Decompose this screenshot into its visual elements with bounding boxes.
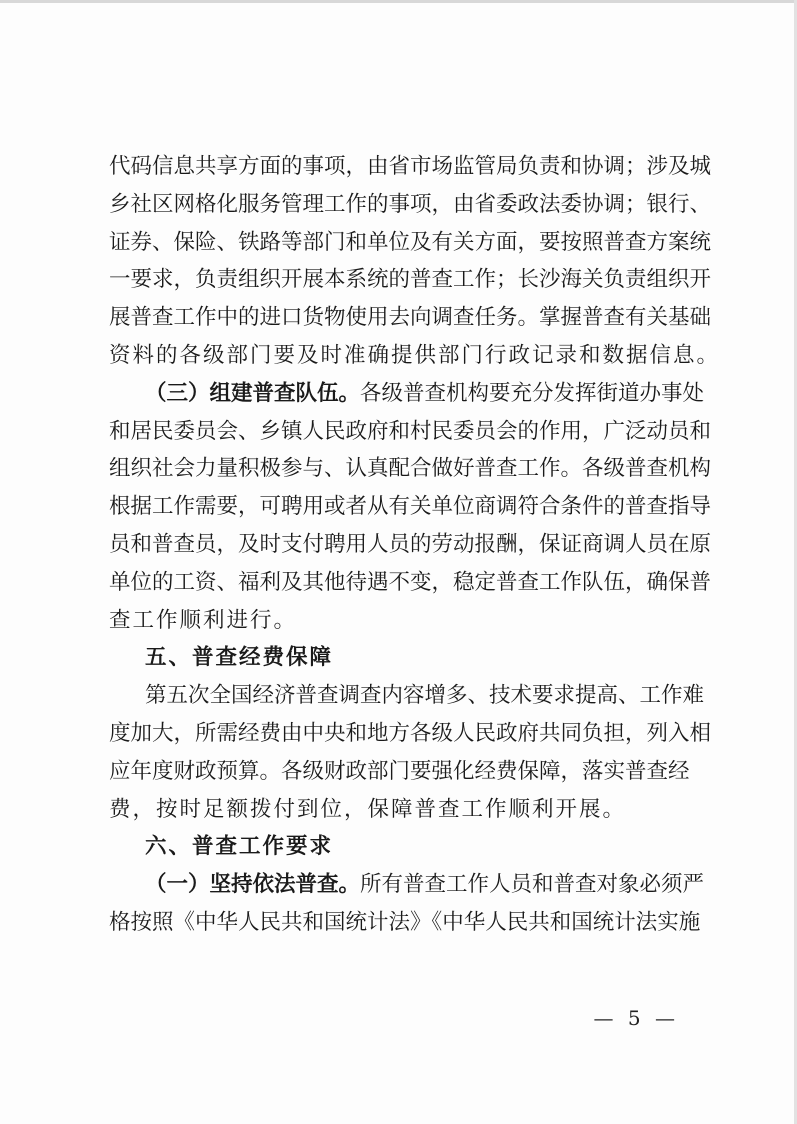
paragraph-line: 证券、保险、铁路等部门和单位及有关方面，要按照普查方案统 (109, 229, 712, 255)
paragraph-text: 各级普查机构要充分发挥街道办事处 (360, 380, 705, 406)
paragraph-line: 第五次全国经济普查调查内容增多、技术要求提高、工作难 (145, 683, 705, 709)
paragraph-first-line (109, 866, 705, 904)
paragraph-text: 所有普查工作人员和普查对象必须严 (360, 872, 705, 898)
paragraph-line: 和居民委员会、乡镇人民政府和村民委员会的作用，广泛动员和 (109, 418, 712, 444)
paragraph-line: 应年度财政预算。各级财政部门要强化经费保障，落实普查经 (109, 758, 690, 784)
paragraph-line: 展普查工作中的进口货物使用去向调查任务。掌握普查有关基础 (109, 305, 712, 331)
paragraph-lead: （一）坚持依法普查。 (145, 872, 361, 898)
paragraph-first-line (109, 375, 705, 413)
section-heading: 五、普查经费保障 (145, 645, 334, 671)
scan-edge-top (0, 0, 797, 3)
paragraph-line: 一要求，负责组织开展本系统的普查工作；长沙海关负责组织开 (109, 267, 712, 293)
paragraph-line: 格按照《中华人民共和国统计法》《中华人民共和国统计法实施 (109, 909, 701, 935)
paragraph-line: 根据工作需要，可聘用或者从有关单位商调符合条件的普查指导 (109, 494, 712, 520)
paragraph-line: 资料的各级部门要及时准确提供部门行政记录和数据信息。 (109, 342, 721, 368)
paragraph-line: 乡社区网格化服务管理工作的事项，由省委政法委协调；银行、 (109, 191, 712, 217)
paragraph-line: 组织社会力量积极参与、认真配合做好普查工作。各级普查机构 (109, 456, 712, 482)
paragraph-line: 费，按时足额拨付到位，保障普查工作顺利开展。 (109, 796, 627, 822)
document-body (109, 148, 721, 942)
paragraph-line: 单位的工资、福利及其他待遇不变，稳定普查工作队伍，确保普 (109, 569, 712, 595)
paragraph-line: 查工作顺利进行。 (109, 607, 298, 633)
paragraph-line: 员和普查员，及时支付聘用人员的劳动报酬，保证商调人员在原 (109, 531, 712, 557)
paragraph-line: 度加大，所需经费由中央和地方各级人民政府共同负担，列入相 (109, 720, 712, 746)
page-number: — 5 — (593, 1006, 679, 1030)
paragraph-line: 代码信息共享方面的事项，由省市场监管局负责和协调；涉及城 (109, 154, 712, 179)
paragraph-lead: （三）组建普查队伍。 (145, 380, 361, 406)
section-heading: 六、普查工作要求 (145, 834, 334, 860)
